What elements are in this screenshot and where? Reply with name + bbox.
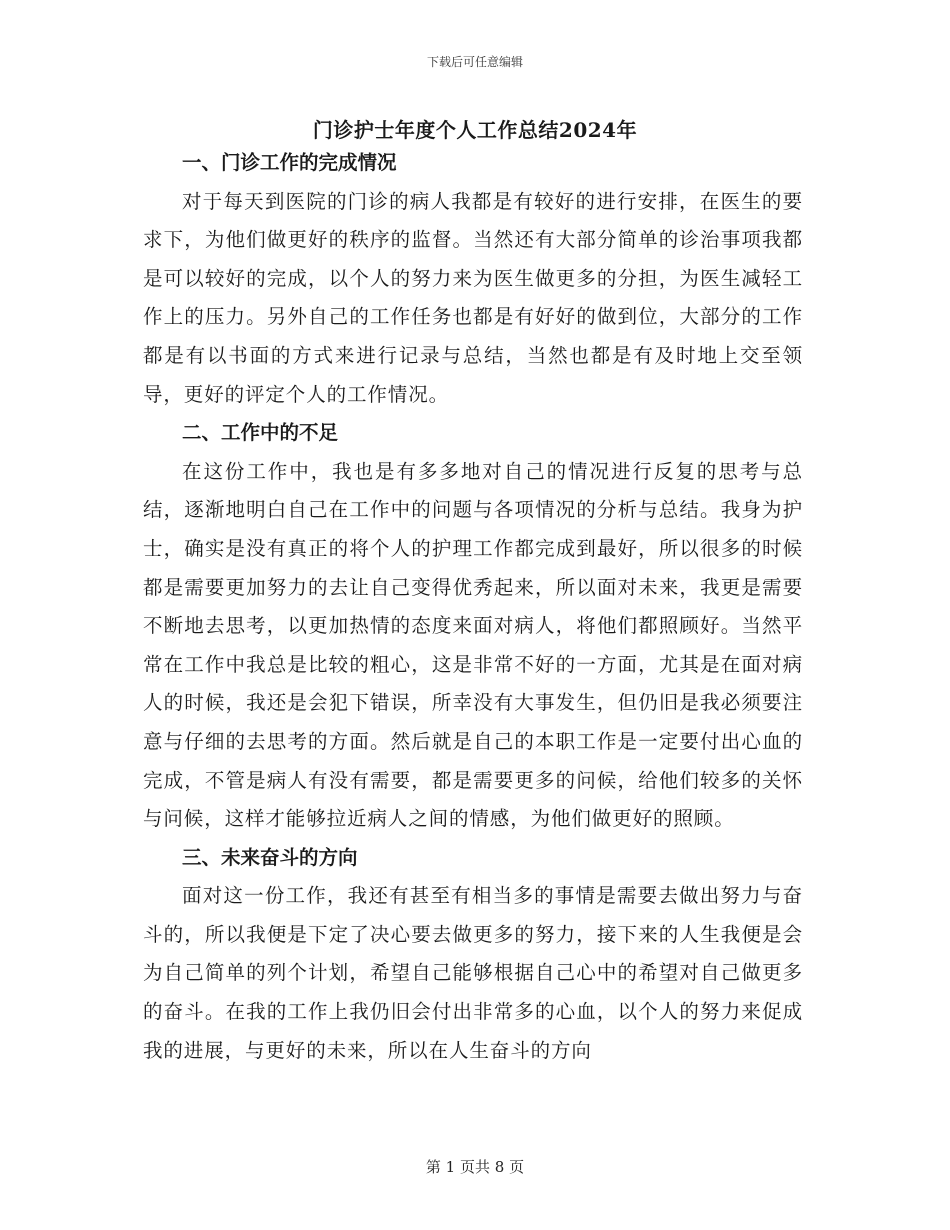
section-heading-1: 一、门诊工作的完成情况	[182, 151, 397, 174]
section-paragraph-2: 在这份工作中，我也是有多多地对自己的情况进行反复的思考与总结，逐渐地明白自己在工作中的问题与各项情况的分析与总结。我身为护士，确实是没有真正的将个人的护理工作都完成到最好，所以很多的时候都是需要更加努力的去让自己变得优秀起来，所以面对未来，我更是需要不断地去思考，以更加热情的态度来面对病人，将他们都照顾好。当然平常在工作中我总是比较的粗心，这是非常不好的一方面，尤其是在面对病人的时候，我还是会犯下错误，所幸没有大事发生，但仍旧是我必须要注意与仔细的去思考的方面。然后就是自己的本职工作是一定要付出心血的完成，不管是病人有没有需要，都是需要更多的问候，给他们较多的关怀与问候，这样才能够拉近病人之间的情感，为他们做更好的照顾。	[143, 459, 803, 831]
header-note: 下载后可任意编辑	[426, 55, 523, 69]
document-title: 门诊护士年度个人工作总结2024年	[312, 118, 638, 142]
document-body	[143, 144, 803, 1070]
page-number-footer: 第 1 页共 8 页	[425, 1158, 525, 1176]
section-heading-2: 二、工作中的不足	[182, 421, 339, 445]
section-paragraph-3: 面对这一份工作，我还有甚至有相当多的事情是需要去做出努力与奋斗的，所以我便是下定了决心要去做更多的努力，接下来的人生我便是会为自己简单的列个计划，希望自己能够根据自己心中的希望对自己做更多的奋斗。在我的工作上我仍旧会付出非常多的心血，以个人的努力来促成我的进展，与更好的未来，所以在人生奋斗的方向	[143, 884, 803, 1062]
section-paragraph-1: 对于每天到医院的门诊的病人我都是有较好的进行安排，在医生的要求下，为他们做更好的秩序的监督。当然还有大部分简单的诊治事项我都是可以较好的完成，以个人的努力来为医生做更多的分担，为医生减轻工作上的压力。另外自己的工作任务也都是有好好的做到位，大部分的工作都是有以书面的方式来进行记录与总结，当然也都是有及时地上交至领导，更好的评定个人的工作情况。	[143, 189, 803, 406]
section-heading-3: 三、未来奋斗的方向	[182, 845, 358, 869]
